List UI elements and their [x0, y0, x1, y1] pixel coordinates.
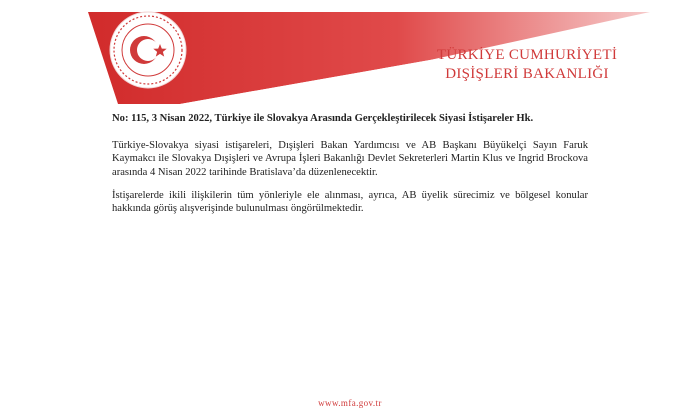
press-release-title: No: 115, 3 Nisan 2022, Türkiye ile Slovakya Arasında Gerçekleştirilecek Siyasi İstişareler Hk.	[112, 113, 534, 124]
ministry-name-line1: TÜRKİYE CUMHURİYETİ	[436, 47, 618, 63]
paragraph-1: Türkiye-Slovakya siyasi istişareleri, Dışişleri Bakan Yardımcısı ve AB Başkanı Büyükelçi Sayın Faruk Kaymakcı ile Slovakya Dışişleri ve Avrupa İşleri Bakanlığı Devlet Sekreterleri Martin Klus ve Ingrid Brockova arasında 4 Nisan 2022 tarihinde Bratislava’da düzenlenecektir.	[112, 140, 588, 178]
ministry-name	[382, 46, 672, 84]
ministry-name-line2: DIŞİŞLERİ BAKANLIĞI	[445, 66, 609, 82]
paragraph-2: İstişarelerde ikili ilişkilerin tüm yönleriyle ele alınması, ayrıca, AB üyelik sürecimiz ve bölgesel konular hakkında görüş alışverişinde bulunulması öngörülmektedir.	[112, 189, 588, 215]
press-release-body	[112, 112, 588, 225]
crescent-star-seal-icon	[110, 12, 186, 88]
footer-website[interactable]: www.mfa.gov.tr	[318, 398, 382, 408]
